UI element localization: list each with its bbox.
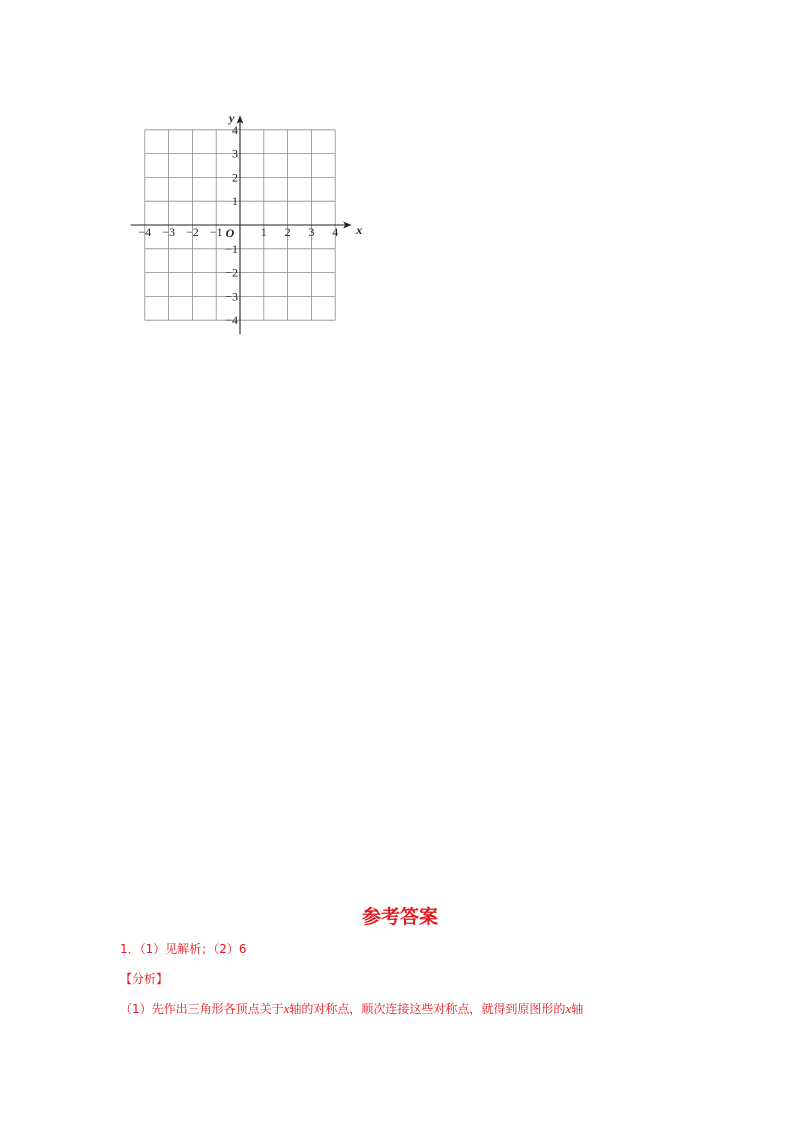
analysis-text-suffix: 轴 (571, 1002, 584, 1016)
analysis-text-prefix: （1）先作出三角形各顶点关于 (120, 1002, 284, 1016)
y-tick-label: 4 (232, 122, 238, 137)
coordinate-grid-svg (120, 100, 363, 340)
x-tick-label: 3 (308, 225, 315, 239)
analysis-text-middle: 轴的对称点，顺次连接这些对称点，就得到原图形的 (289, 1002, 566, 1016)
answer-title: 参考答案 (361, 906, 438, 928)
y-tick-label: 2 (232, 170, 238, 185)
analysis-heading: 【分析】 (120, 972, 169, 986)
analysis-line-1 (120, 1000, 583, 1017)
x-tick-label: 4 (332, 225, 339, 239)
y-axis-label: y (229, 110, 235, 125)
x-tick-label: 1 (260, 225, 267, 239)
y-tick-label: 3 (232, 146, 238, 161)
x-tick-label: −4 (138, 225, 152, 239)
x-tick-label: −2 (186, 225, 199, 239)
x-tick-label: 2 (284, 225, 291, 239)
origin-label: O (225, 226, 235, 240)
y-tick-label: −4 (225, 313, 238, 328)
coordinate-grid-figure (120, 100, 363, 340)
x-tick-label: −3 (162, 225, 175, 239)
x-axis-label: x (356, 223, 363, 237)
x-tick-label: −1 (209, 225, 223, 239)
y-tick-label: −2 (225, 265, 238, 280)
answer-item-1: 1．（1）见解析；（2）6 (120, 942, 247, 956)
analysis-var-x-2: x (565, 1001, 572, 1016)
analysis-var-x-1: x (283, 1001, 290, 1016)
y-tick-label: 1 (232, 194, 238, 209)
y-tick-label: −3 (225, 289, 238, 304)
y-tick-label: −1 (225, 241, 238, 256)
